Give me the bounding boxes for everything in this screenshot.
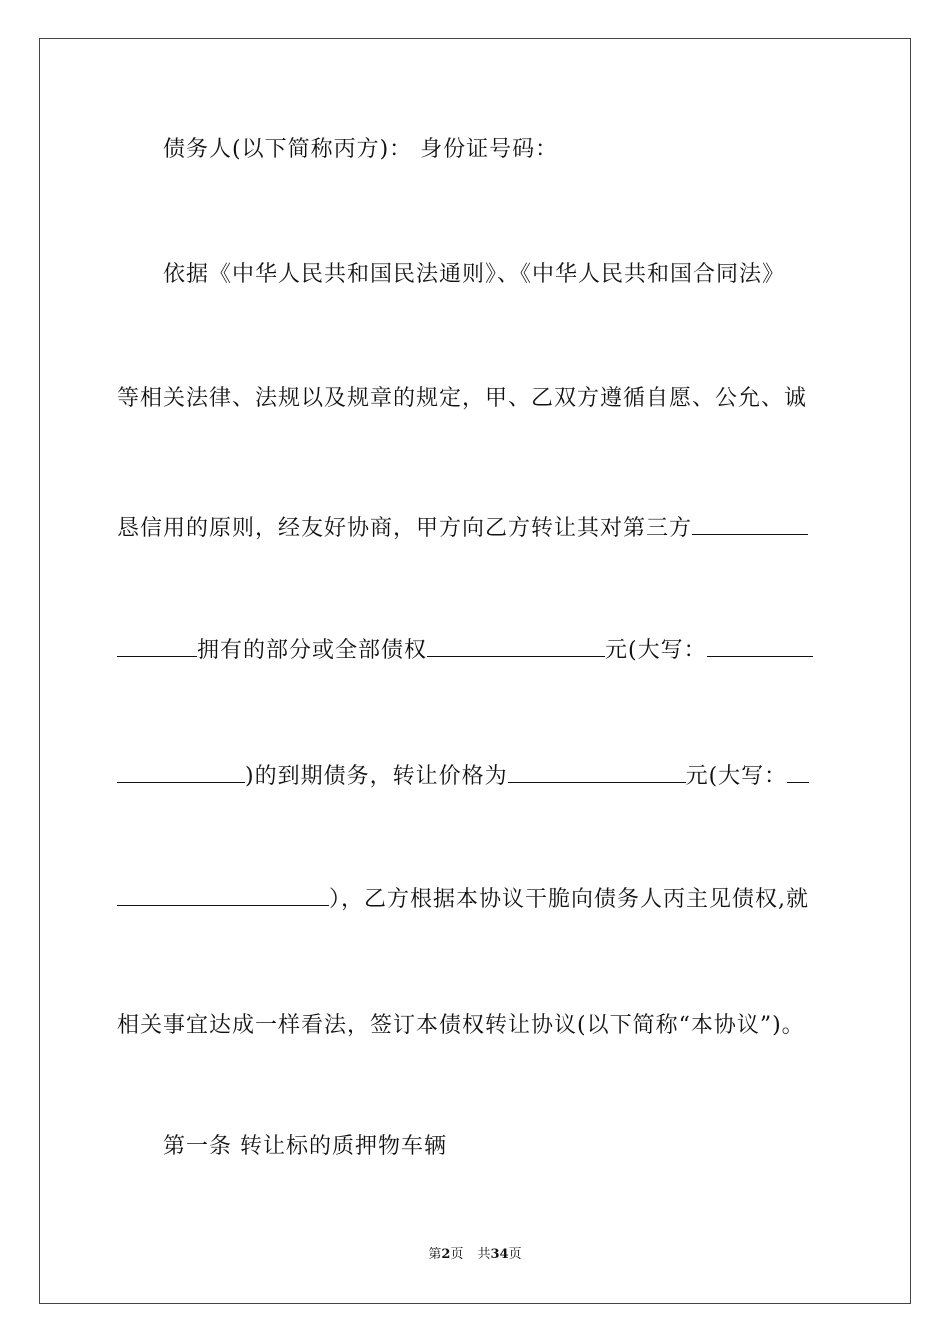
paragraph-text: 等相关法律、法规以及规章的规定，甲、乙双方遵循自愿、公允、诚 — [117, 386, 808, 411]
total-prefix: 共 — [477, 1247, 491, 1262]
paragraph-line-6 — [117, 883, 809, 915]
fill-blank-transfer-price — [508, 760, 686, 783]
fill-blank-transfer-price-uppercase — [787, 760, 809, 783]
paragraph-text: 拥有的部分或全部债权 — [197, 638, 428, 663]
page-footer — [0, 1246, 950, 1264]
fill-blank-third-party — [692, 512, 808, 535]
paragraph-line-3 — [117, 512, 808, 544]
article-one-heading — [163, 1132, 447, 1162]
fill-blank-transfer-price-uppercase-cont — [117, 883, 329, 906]
paragraph-text: )的到期债务，转让价格为 — [245, 764, 508, 789]
paragraph-text: 依据《中华人民共和国民法通则》、《中华人民共和国合同法》 — [163, 262, 786, 287]
debtor-line — [163, 135, 558, 165]
paragraph-line-2 — [117, 384, 807, 414]
total-page-count: 34 — [490, 1247, 509, 1262]
paragraph-text: 恳信用的原则，经友好协商，甲方向乙方转让其对第三方 — [117, 516, 693, 541]
paragraph-text: 元(大写： — [605, 638, 707, 663]
fill-blank-debt-amount — [427, 634, 605, 657]
article-title: 第一条 转让标的质押物车辆 — [163, 1134, 447, 1159]
total-unit: 页 — [508, 1247, 522, 1262]
paragraph-line-1 — [163, 260, 785, 290]
paragraph-text: ），乙方根据本协议干脆向债务人丙主见债权,就 — [329, 887, 809, 912]
current-page-number: 2 — [441, 1247, 451, 1262]
page-prefix: 第 — [428, 1247, 442, 1262]
debtor-label: 债务人(以下简称丙方)： 身份证号码： — [163, 137, 559, 162]
paragraph-text: 相关事宜达成一样看法，签订本债权转让协议(以下简称“本协议”)。 — [117, 1013, 805, 1038]
page-unit: 页 — [450, 1247, 464, 1262]
paragraph-line-5 — [117, 760, 809, 792]
fill-blank-debt-amount-uppercase-cont — [117, 760, 245, 783]
page-border — [39, 38, 911, 1304]
paragraph-line-4 — [117, 634, 813, 666]
fill-blank-debt-amount-uppercase — [707, 634, 813, 657]
paragraph-line-7 — [117, 1011, 805, 1041]
paragraph-text: 元(大写： — [685, 764, 788, 789]
fill-blank-third-party-cont — [117, 634, 197, 657]
